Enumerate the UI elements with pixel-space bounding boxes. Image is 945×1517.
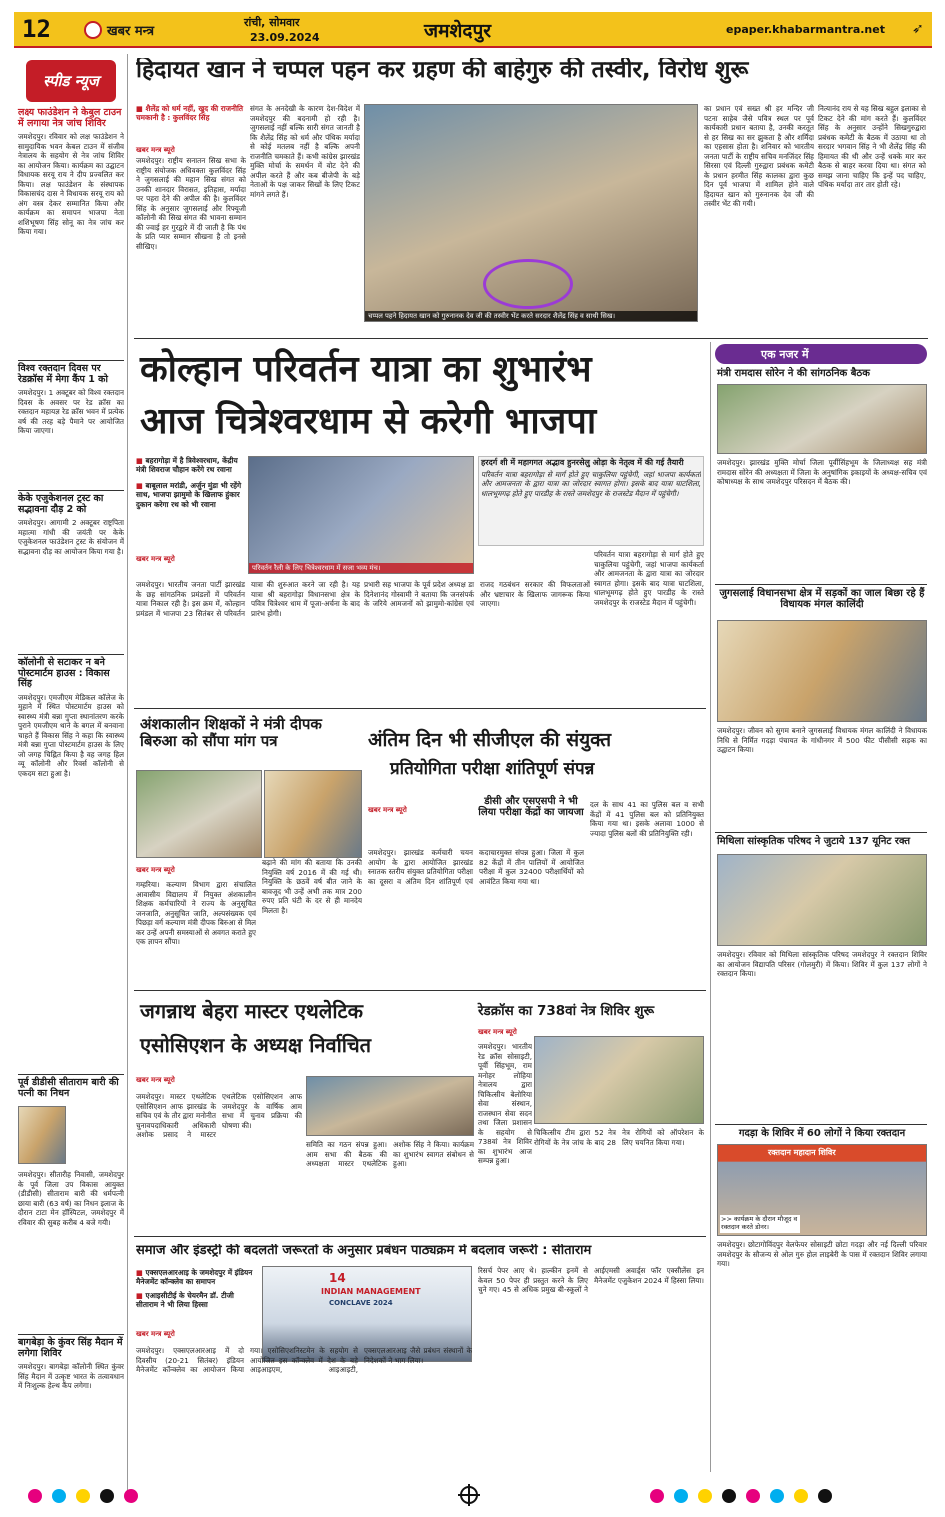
lead-byline: खबर मन्त्र ब्यूरो [136,146,175,154]
kolhan-body: जमशेदपुर। भारतीय जनता पार्टी झारखंड के छह सांगठनिक प्रमंडलों में परिवर्तन यात्रा निकाल रही है। इस क्रम में, कोल्हान प्रमंडल में भाजपा 23 सितंबर से परिवर्तन यात्रा की शुरुआत करने जा रही है। यह यात्रा श्री बहरागोड़ा विधानसभा क्षेत्र के पवित्र चित्रेश्वर धाम में पूजा-अर्चना के बाद प्रारंभ होगी। [136,580,360,618]
divider [134,990,706,991]
register-dot [770,1489,784,1503]
kolhan-headline: कोल्हान परिवर्तन यात्रा का शुभारंभ [140,349,592,390]
highlight-circle [483,259,573,309]
register-dot [818,1489,832,1503]
register-dot [124,1489,138,1503]
sidebar-title: हरदर्ग शी में महागगत अद्भाव हुनरसेलु ओड़ा के नेतृत्व में की गई तैयारी [481,458,684,467]
kolhan-byline: खबर मन्त्र ब्यूरो [136,555,175,563]
divider [18,654,124,655]
register-dot [28,1489,42,1503]
register-dot [650,1489,664,1503]
speed-news-item [18,494,124,626]
kolhan-body: प्रभारी सह भाजपा के पूर्व प्रदेश अध्यक्ष डा दिनेशानंद गोस्वामी ने बताया कि जनसंपर्क के जरिये आमजनों को झामुमो-कांग्रेस एवं राजद गठबंधन सरकार की विफलताओं और भ्रष्टाचार के खिलाफ जागरूक किया जाएगा। [364,580,590,608]
divider [134,1236,706,1237]
cgl-subheadline: डीसी और एसएसपी ने भी लिया परीक्षा केंद्रों का जायजा [478,796,584,819]
management-bullets [136,1268,256,1310]
kolhan-bullets [136,456,244,509]
ek-nazar-headline: मिथिला सांस्कृतिक परिषद ने जुटाये 137 यूनिट रक्त [717,836,911,847]
jagannath-body: जमशेदपुर। मास्टर एथलेटिक एसोसिएशन आफ झारखंड के सचिव एवं के तौर द्वारा मनोनीत चुनावपदाधिकारी अधिकारी अशोक प्रसाद ने मास्टर एथलेटिक एसोसिएशन आफ जमशेदपुर के वार्षिक आम सभा में चुनाव प्रक्रिया की घोषणा की। [136,1092,302,1139]
ek-nazar-headline: गदड़ा के शिविर में 60 लोगों ने किया रक्तदान [738,1128,906,1139]
website-url[interactable]: epaper.khabarmantra.net [726,23,885,36]
ek-nazar-body: जमशेदपुर। छोटागोविंदपुर वेलफेयर सोसाइटी छोटा गदड़ा और नई दिल्ली परिवार जमशेदपुर के सौजन्य से ओल गुरु होल लाइबेरी के पास में रक्तदान शिविर लगाया गया। [717,1240,927,1268]
kolhan-body: परिवर्तन यात्रा बहरागोड़ा से मार्ग होते हुए चाकुलिया पहुंचेगी, जहां भाजपा कार्यकर्ता और आमजनता के द्वारा यात्रा का जोरदार स्वागत होगा। इसके बाद यात्रा घाटशिला, धालभूमगढ़ होते हुए पारडीह के रास्ते जमशेदपुर के राजस्टेड मैदान में पहुंचेगी। [594,550,704,607]
item-body: जमशेदपुर। बागबेड़ा कॉलोनी स्थित कुंवर सिंह मैदान में उत्कृष्ट भारत के तत्वावधान में निःशुल्क हेल्थ कैंप लगेगा। [18,1362,124,1391]
registration-crosshair-icon [460,1486,478,1504]
speed-news-column [14,54,128,1494]
register-dot [674,1489,688,1503]
divider [18,490,124,491]
jagannath-photo [306,1076,474,1136]
page-number: 12 [22,15,51,43]
conclave-banner-subtitle: CONCLAVE 2024 [329,1299,393,1307]
teachers-photo [264,770,362,858]
register-dot [794,1489,808,1503]
speed-news-logo: स्पीड न्यूज [26,60,116,102]
bullet-point: ■ बहरागोड़ा में है त्रिवेश्वरधाम, केंद्रीय मंत्री शिवराज चौहान करेंगे रथ रवाना [136,456,244,475]
item-body: जमशेदपुर। सीतारीह निवासी, जमशेदपुर के पूर्व जिला उप विकास आयुक्त (डीडीसी) सीताराम बारी की धर्मपत्नी छाया बारी (63 वर्ष) का निधन इलाज के दौरान टाटा मेन हॉस्पिटल, जमशेदपुर में रविवार की सुबह करीब 4 बजे गयी। [18,1170,124,1227]
divider [18,360,124,361]
redcross-headline: रेडक्रॉस का 738वां नेत्र शिविर शुरू [478,1003,655,1019]
lead-photo-caption: चप्पल पहने हिदायत खान को गुरुनानक देव जी की तस्वीर भेंट करते सरदार शैलेंद्र सिंह व साथी सिख। [365,311,697,321]
management-headline: समाज और इंडस्ट्री की बदलती जरूरतों के अनुसार प्रबंधन पाठ्यक्रम में बदलाव जरूरी : सीताराम [136,1244,592,1258]
item-headline: कॉलोनी से सटाकर न बने पोस्टमार्टम हाउस : विकास सिंह [18,657,110,690]
color-dots-left [28,1488,148,1507]
divider [18,1074,124,1075]
jagannath-headline: एसोसिएशन के अध्यक्ष निर्वाचित [140,1033,372,1057]
teachers-body: बढ़ाने की मांग की बताया कि उनकी नियुक्ति वर्ष 2016 में की गई थी। नियुक्ति के छठवें वर्ष बीत जाने के बावजूद भी उन्हें अभी तक मात्र 200 रुपए प्रति घंटी के दर से ही मानदेय मिलता है। [262,858,362,915]
speed-news-item [18,1077,124,1227]
obituary-photo [18,1106,66,1164]
lead-body: नित्यानंद राय से यह सिख बहुल इलाका से टिकट देने की मांग करते हैं। कुलविंदर सिंह के अनुसार उन्होंने सिखगुरुद्वारा प्रबंधक कमेटी के बैठक में उठाया था तो सरदार भगवान सिंह ने भी शैलेंद्र सिंह की हिमायत की थी और उन्हें धक्के मार कर बैठक से बाहर करवा दिया था। संगत को समझ जाना चाहिए कि इन्हें पद चाहिए, पंथिक मर्यादा तार तार होती रहे। [818,104,926,189]
lead-bullet: ■ शैलेंद्र को धर्म नहीं, खुद की राजनीति चमकानी है : कुलविंदर सिंह [136,104,246,123]
kolhan-photo-caption: परिवर्तन रैली के लिए चित्रेश्वरधाम में सजा भव्य मंच। [249,563,473,573]
ek-nazar-body: जमशेदपुर। जीवन को सुगम बनाने जुगसलाई विधायक मंगल कालिंदी ने विधायक निधि से निर्मित गदड़ा पंचायत के गांधीनगर में 500 फीट पीसीसी सड़क का उद्घाटन किया। [717,726,927,754]
divider [18,1334,124,1335]
cgl-headline: प्रतियोगिता परीक्षा शांतिपूर्ण संपन्न [390,759,595,779]
redcross-photo [534,1036,704,1124]
speed-news-item [18,108,124,320]
cgl-body: दल के साथ 41 का पुलिस बल व सभी केंद्रों में 41 पुलिस बल को प्रतिनियुक्त किया गया था। इसके अलावा 1000 से ज्यादा पुलिस बलों की प्रतिनियुक्ति रही। [590,800,704,838]
footer-register-marks [0,1480,945,1510]
cursor-icon: ➶ [912,21,924,37]
bullet-point: ■ एआइसीटीई के चेयरमैन डॉ. टीजी सीताराम ने भी लिया हिस्सा [136,1291,256,1310]
kolhan-headline: आज चित्रेश्वरधाम से करेगी भाजपा [140,401,597,442]
lead-headline: हिदायत खान ने चप्पल पहन कर ग्रहण की बाहेगुरु की तस्वीर, विरोध शुरू [136,58,749,83]
register-dot [52,1489,66,1503]
bullet-point: ■ बाबूलाल मरांडी, अर्जुन मुंडा भी रहेंगे साथ, भाजपा झामुमो के खिलाफ हुंकार दुकान करेगा रथ को भी रवाना [136,481,244,509]
dateline-city: रांची, सोमवार [244,16,300,29]
teachers-headline: अंशकालीन शिक्षकों ने मंत्री दीपक बिरुआ को सौंपा मांग पत्र [140,715,322,750]
edition-name: जमशेदपुर [424,20,492,42]
brand-name: खबर मन्त्र [107,24,155,39]
cgl-body: जमशेदपुर। झारखंड कर्मचारी चयन आयोग के द्वारा आयोजित झारखंड स्नातक स्तरीय संयुक्त प्रतियोगिता परीक्षा का दूसरा व अंतिम दिन शांतिपूर्ण एवं कदाचारमुक्त संपन्न हुआ। जिला में कुल 82 केंद्रों में तीन पालियों में आयोजित परीक्षा में कुल 32400 परीक्षार्थियों को आवंटित किया गया था। [368,848,584,886]
divider [715,584,927,585]
speed-news-item [18,364,124,476]
sidebar-text: परिवर्तन यात्रा बहरागोड़ा से मार्ग होते हुए चाकुलिया पहुंचेगी, जहां भाजपा कार्यकर्ता और आमजनता के द्वारा यात्रा का जोरदार स्वागत होगा। इसके बाद यात्रा घाटशिला, धालभूमगढ़ होते हुए पारडीह के रास्ते जमशेदपुर के राजस्टेड मैदान में पहुंचेगी। [481,469,701,498]
item-body: जमशेदपुर। आगामी 2 अक्टूबर राष्ट्रपिता महात्मा गांधी की जयंती पर केके एजुकेशनल फाउंडेशन ट्रस्ट के संयोजन में सद्भावना दौड़ का आयोजन किया गया है। [18,518,124,556]
ek-nazar-photo [717,620,927,722]
item-headline: लक्ष्य फाउंडेशन ने केबुल टाउन में लगाया नेत्र जांच शिविर [18,107,122,129]
register-dot [722,1489,736,1503]
teachers-body: गम्हरिया। कल्याण विभाग द्वारा संचालित आवासीय विद्यालय में नियुक्त अंशकालीन शिक्षक कर्मचारियों ने राज्य के अनुसूचित जनजाति, अनुसूचित जाति, अल्पसंख्यक एवं पिछड़ा वर्ग कल्याण मंत्री दीपक बिरुआ से मिल कर उन्हें अपनी समस्याओं से अवगत कराते हुए एक ज्ञापन सौंपा। [136,880,256,946]
register-dot [76,1489,90,1503]
teachers-photo [136,770,262,858]
item-headline: बागबेड़ा के कुंवर सिंह मैदान में लगेगा शिविर [18,1337,123,1359]
ek-nazar-banner [715,344,927,364]
ek-nazar-photo-caption: >> कार्यक्रम के दौरान मौजूद व रक्तदान करते डोनर। [720,1215,800,1233]
item-body: जमशेदपुर। 1 अक्टूबर को विश्व रक्तदान दिवस के अवसर पर रेड क्रॉस का रक्तदान महायज्ञ रेड क्रॉस भवन में प्रत्येक वर्ष की तरह बड़े पैमाने पर आयोजित किया जाएगा। [18,388,124,436]
speed-news-item [18,658,124,1093]
item-body: जमशेदपुर। एमजीएम मेडिकल कॉलेज के मुहाने में स्थित पोस्टमार्टम हाउस को स्वास्थ्य मंत्री बन्ना गुप्ता स्थानांतरण करके पुराने एमजीएम थाने के बगल में बनवाना चाहते हैं विकास सिंह ने कहा कि स्वास्थ्य मंत्री बन्ना गुप्ता पोस्टमार्टम हाउस के लिए जो जगह चिह्नित किया है वह जगह हिल व्यू कॉलोनी और रिवर्स कॉलोनी से एकदम सटा हुआ है। [18,692,124,778]
register-dot [698,1489,712,1503]
dateline-date: 23.09.2024 [250,31,320,44]
conclave-banner-title: INDIAN MANAGEMENT [321,1287,421,1296]
item-headline: विश्व रक्तदान दिवस पर रेडक्रॉस में मेगा कैंप 1 को [18,363,108,385]
divider [134,708,706,709]
divider [715,832,927,833]
divider [134,338,928,339]
jagannath-body: समिति का गठन संपन्न हुआ। आम सभा की बैठक की अध्यक्षता मास्टर एथलेटिक अशोक सिंह ने किया। कार्यक्रम का शुभारंभ स्वागत संबोधन से हुआ। [306,1140,474,1168]
blood-donation-banner: रक्तदान महादान शिविर [768,1148,836,1157]
ek-nazar-label: एक नजर में [761,348,809,361]
lead-body: जमशेदपुर। राष्ट्रीय सनातन सिख सभा के राष्ट्रीय संयोजक अधिवक्ता कुलविंदर सिंह ने जुगसलाई की महान सिख संगत को उनकी शानदार विरासत, इतिहास, मर्यादा पर पहरा देने की अपील की है। कुलविंदर सिंह के अनुसार जुगसलाई और रिफ्यूजी कॉलोनी की सिख संगत की भावना सम्मान की ज्वाई हर गुरद्वारे में दी जाती है कि पंथ के प्रति प्यार सम्मान सीखना है तो इनसे सीखिए। [136,156,246,251]
ek-nazar-body: जमशेदपुर। झारखंड मुक्ति मोर्चा जिला पूर्वीसिंहभूम के जिलाध्यक्ष सह मंत्री रामदास सोरेन की अध्यक्षता में जिला के अनुषांगिक इकाइयों के अध्यक्ष-सचिव एवं कोषाध्यक्ष के साथ जमशेदपुर परिसदन में बैठक की। [717,458,927,486]
redcross-byline: खबर मन्त्र ब्यूरो [478,1028,517,1036]
ek-nazar-photo [717,1144,927,1236]
item-headline: पूर्व डीडीसी सीताराम बारी की पत्नी का निधन [18,1077,119,1099]
ek-nazar-body: जमशेदपुर। रविवार को मिथिला सांस्कृतिक परिषद जमशेदपुर ने रक्तदान शिविर का आयोजन विद्यापति परिसर (गोलमुरी) में किया। शिविर में कुल 137 लोगों ने रक्तदान किया। [717,950,927,978]
ek-nazar-photo [717,384,927,454]
teachers-byline: खबर मन्त्र ब्यूरो [136,866,175,874]
cgl-headline: अंतिम दिन भी सीजीएल की संयुक्त [368,729,612,751]
lead-body: का प्रधान एवं सख्त श्री हर मन्दिर जी पटना साहेब जैसे पवित्र स्थल पर पूर्व कार्यकारी प्रधान बताया है, उनकी करतूत से हर सिख का सर झुकता है और शर्मिंदा का एहसास होता है। शनिवार को भारतीय जनता पार्टी के राष्ट्रीय सचिव मनजिंदर सिंह सिरसा एवं दिल्ली गुरुद्वारा प्रबंधक कमेटी के प्रधान हरमीत सिंह कालका द्वारा कुछ दिन पूर्व भाजपा में शामिल होने वाले हिदायत खान को गुरुनानक देव जी की तस्वीर भेंट की गयी। [704,104,814,208]
conclave-banner-number: 14 [329,1271,346,1285]
masthead [14,12,932,48]
ek-nazar-photo [717,854,927,946]
ek-nazar-headline: मंत्री रामदास सोरेन ने की सांगठनिक बैठक [717,368,870,379]
speed-news-item [18,1338,124,1472]
jagannath-headline: जगन्नाथ बेहरा मास्टर एथलेटिक [140,999,363,1023]
register-dot [746,1489,760,1503]
kolhan-photo [248,456,474,574]
lead-photo [364,104,698,322]
item-headline: केके एजुकेशनल ट्रस्ट का सद्भावना दौड़ 2 को [18,493,104,515]
redcross-body: चिकित्सीय टीम द्वारा 52 नेत्र रोगियों के नेत्र जांच के बाद 28 नेत्र रोगियों को ऑपरेशन के लिए चयनित किया गया। [534,1128,704,1147]
lead-body: संगत के अनदेखी के कारण देश-विदेश में जमशेदपुर की बदनामी हो रही है। जुगसलाई नहीं बल्कि सारी संगत जानती है कि शैलेंद्र सिंह को धर्म और पंथिक मर्यादा से कोई मतलब नहीं है बल्कि अपनी राजनीति चमकाते हैं। कभी कांग्रेस झारखंड मुक्ति मोर्चा के समर्थन में वोट देने की अपील करते हैं और कब बीजेपी के बड़े नेताओं के पक्ष जाकर सिखों के लिए टिकट मांगने लगते हैं। [250,104,360,199]
ek-nazar-column [710,342,930,1472]
divider [715,1124,927,1125]
kolhan-sidebar [478,456,704,546]
cgl-byline: खबर मन्त्र ब्यूरो [368,806,407,814]
management-body: जमशेदपुर। एक्सएलआरआइ में दो दिवसीय (20-21 सितंबर) इंडियन मैनेजमेंट कॉन्क्लेव का आयोजन किया गया। एसोसिएशनिस्टमेन के सहयोग से आयोजित इस कॉन्क्लेव में देश के बड़े आइआइएम, आइआइटी, एक्सएलआरआइ जैसे प्रबंधन संस्थानों के निदेशकों ने भाग लिया। [136,1346,472,1374]
jagannath-byline: खबर मन्त्र ब्यूरो [136,1076,175,1084]
bullet-point: ■ एक्सएलआरआइ के जमशेदपुर में इंडियन मैनेजमेंट कॉन्क्लेव का समापन [136,1268,256,1287]
management-byline: खबर मन्त्र ब्यूरो [136,1330,175,1338]
management-body: रिसर्च पेपर आए थे। हाल्कीन इनमें से केवल 50 पेपर ही प्रस्तुत करने के लिए चुने गए। 45 से अधिक प्रमुख बी-स्कूलों ने आईएमसी अवार्ड्स फॉर एक्सीलेंस इन मैनेजमेंट एजुकेशन 2024 में हिस्सा लिया। [478,1266,704,1294]
brand-logo-icon [84,21,102,39]
redcross-body: जमशेदपुर। भारतीय रेड क्रॉस सोसाइटी, पूर्वी सिंहभूम, राम मनोहर लोहिया नेत्रालय द्वारा चिकित्सीय बेलोरिया सेवा संस्थान, राजस्थान सेवा सदन तथा जिला प्रशासन के सहयोग से 738वां नेत्र शिविर का शुभारंभ आज सम्पन्न हुआ। [478,1042,532,1165]
item-body: जमशेदपुर। रविवार को लक्ष फाउंडेशन ने सामुदायिक भवन केबल टाउन में संजीव नेत्रालय के सहयोग से नेत्र जांच शिविर का आयोजन किया। कार्यक्रम का उद्घाटन विधायक सरयू राय ने दीप प्रज्वलित कर किया। लक्ष फाउंडेशन के संस्थापक विकासचंद दास ने विधायक सरयू राय को अंग वस्त्र देकर सम्मानित किया और कार्यक्रम का समापन भाजपा नेता शशिभूषण सिंह सोनू का नेत्र जांच कर किया गया। [18,132,124,237]
color-dots-right [650,1488,842,1507]
register-dot [100,1489,114,1503]
ek-nazar-headline: जुगसलाई विधानसभा क्षेत्र में सड़कों का जाल बिछा रहे हैं विधायक मंगल कालिंदी [719,588,925,611]
